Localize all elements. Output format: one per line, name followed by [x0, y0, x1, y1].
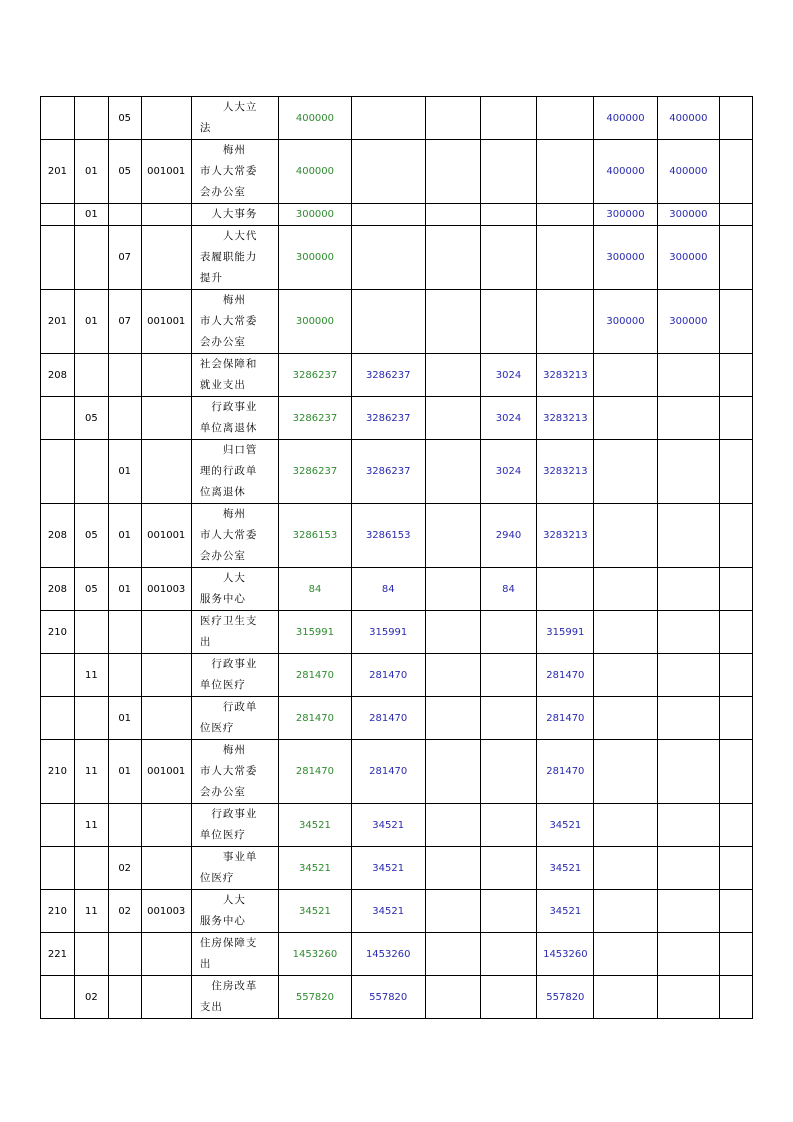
item-name: 人大 服务中心 — [191, 568, 278, 611]
item-code: 02 — [108, 890, 141, 933]
section-code: 02 — [74, 976, 108, 1019]
item-code — [108, 354, 141, 397]
section-code — [74, 611, 108, 654]
amount-col-8 — [720, 140, 753, 204]
item-name: 梅州 市人大常委 会办公室 — [191, 140, 278, 204]
amount-col-3 — [425, 440, 480, 504]
item-name: 事业单 位医疗 — [191, 847, 278, 890]
class-code — [41, 654, 75, 697]
unit-code: 001001 — [141, 290, 191, 354]
section-code — [74, 354, 108, 397]
unit-code: 001001 — [141, 740, 191, 804]
amount-col-2: 34521 — [351, 847, 425, 890]
amount-col-4: 2940 — [480, 504, 537, 568]
unit-code — [141, 397, 191, 440]
class-code: 210 — [41, 611, 75, 654]
unit-code — [141, 611, 191, 654]
item-name: 人大代 表履职能力 提升 — [191, 226, 278, 290]
unit-code: 001001 — [141, 140, 191, 204]
item-name: 住房改革 支出 — [191, 976, 278, 1019]
section-code — [74, 933, 108, 976]
amount-col-6: 400000 — [594, 140, 657, 204]
amount-col-4 — [480, 226, 537, 290]
table-row — [41, 440, 753, 504]
amount-col-5: 281470 — [537, 740, 594, 804]
amount-col-6 — [594, 976, 657, 1019]
amount-col-2: 281470 — [351, 697, 425, 740]
item-code — [108, 654, 141, 697]
item-code: 05 — [108, 140, 141, 204]
section-code — [74, 97, 108, 140]
amount-col-8 — [720, 226, 753, 290]
section-code: 05 — [74, 568, 108, 611]
amount-col-5: 281470 — [537, 697, 594, 740]
amount-col-8 — [720, 933, 753, 976]
class-code: 201 — [41, 290, 75, 354]
amount-col-7: 400000 — [657, 140, 719, 204]
amount-col-3 — [425, 568, 480, 611]
section-code: 11 — [74, 804, 108, 847]
unit-code: 001003 — [141, 568, 191, 611]
total-amount: 1453260 — [279, 933, 351, 976]
item-code: 01 — [108, 568, 141, 611]
class-code — [41, 804, 75, 847]
amount-col-2 — [351, 140, 425, 204]
table-row — [41, 204, 753, 226]
table-row — [41, 504, 753, 568]
class-code — [41, 226, 75, 290]
unit-code: 001001 — [141, 504, 191, 568]
amount-col-3 — [425, 397, 480, 440]
amount-col-5 — [537, 97, 594, 140]
amount-col-7 — [657, 697, 719, 740]
unit-code — [141, 933, 191, 976]
item-name: 行政事业 单位医疗 — [191, 804, 278, 847]
amount-col-8 — [720, 890, 753, 933]
total-amount: 3286237 — [279, 440, 351, 504]
amount-col-3 — [425, 890, 480, 933]
amount-col-2: 3286237 — [351, 397, 425, 440]
amount-col-4 — [480, 204, 537, 226]
table-row — [41, 97, 753, 140]
item-name: 梅州 市人大常委 会办公室 — [191, 290, 278, 354]
section-code — [74, 697, 108, 740]
class-code — [41, 97, 75, 140]
section-code: 01 — [74, 140, 108, 204]
amount-col-6 — [594, 568, 657, 611]
amount-col-6 — [594, 847, 657, 890]
item-code: 07 — [108, 226, 141, 290]
amount-col-5: 3283213 — [537, 354, 594, 397]
amount-col-6: 300000 — [594, 290, 657, 354]
item-code — [108, 611, 141, 654]
amount-col-3 — [425, 654, 480, 697]
table-row — [41, 976, 753, 1019]
amount-col-6: 300000 — [594, 204, 657, 226]
amount-col-2: 3286237 — [351, 354, 425, 397]
class-code — [41, 697, 75, 740]
item-name: 行政事业 单位医疗 — [191, 654, 278, 697]
amount-col-8 — [720, 976, 753, 1019]
amount-col-3 — [425, 933, 480, 976]
unit-code — [141, 847, 191, 890]
amount-col-5 — [537, 290, 594, 354]
amount-col-3 — [425, 804, 480, 847]
table-body — [41, 97, 753, 1019]
amount-col-4: 84 — [480, 568, 537, 611]
amount-col-7 — [657, 890, 719, 933]
amount-col-8 — [720, 611, 753, 654]
amount-col-4: 3024 — [480, 397, 537, 440]
amount-col-7 — [657, 568, 719, 611]
amount-col-4 — [480, 933, 537, 976]
amount-col-3 — [425, 504, 480, 568]
section-code — [74, 226, 108, 290]
amount-col-4 — [480, 890, 537, 933]
unit-code — [141, 226, 191, 290]
section-code: 05 — [74, 397, 108, 440]
section-code: 11 — [74, 654, 108, 697]
amount-col-2: 315991 — [351, 611, 425, 654]
total-amount: 84 — [279, 568, 351, 611]
amount-col-2: 557820 — [351, 976, 425, 1019]
amount-col-2: 281470 — [351, 740, 425, 804]
amount-col-6 — [594, 804, 657, 847]
table-row — [41, 397, 753, 440]
class-code: 221 — [41, 933, 75, 976]
class-code: 210 — [41, 740, 75, 804]
table-row — [41, 654, 753, 697]
item-name: 人大 服务中心 — [191, 890, 278, 933]
amount-col-5: 34521 — [537, 847, 594, 890]
amount-col-5: 3283213 — [537, 440, 594, 504]
section-code: 11 — [74, 890, 108, 933]
amount-col-2 — [351, 226, 425, 290]
amount-col-6 — [594, 654, 657, 697]
amount-col-7 — [657, 976, 719, 1019]
amount-col-8 — [720, 290, 753, 354]
amount-col-2: 3286237 — [351, 440, 425, 504]
amount-col-3 — [425, 697, 480, 740]
table-row — [41, 933, 753, 976]
unit-code — [141, 97, 191, 140]
amount-col-2 — [351, 290, 425, 354]
item-code: 01 — [108, 440, 141, 504]
amount-col-2 — [351, 97, 425, 140]
amount-col-4 — [480, 976, 537, 1019]
amount-col-8 — [720, 354, 753, 397]
unit-code — [141, 654, 191, 697]
unit-code: 001003 — [141, 890, 191, 933]
total-amount: 3286153 — [279, 504, 351, 568]
amount-col-2: 34521 — [351, 804, 425, 847]
amount-col-3 — [425, 226, 480, 290]
amount-col-2: 3286153 — [351, 504, 425, 568]
budget-table — [40, 96, 753, 1019]
amount-col-8 — [720, 697, 753, 740]
item-code: 05 — [108, 97, 141, 140]
amount-col-6 — [594, 697, 657, 740]
amount-col-5: 3283213 — [537, 504, 594, 568]
section-code: 05 — [74, 504, 108, 568]
item-name: 人大事务 — [191, 204, 278, 226]
total-amount: 315991 — [279, 611, 351, 654]
item-code: 01 — [108, 697, 141, 740]
total-amount: 3286237 — [279, 397, 351, 440]
amount-col-3 — [425, 204, 480, 226]
amount-col-3 — [425, 354, 480, 397]
table-row — [41, 697, 753, 740]
amount-col-8 — [720, 740, 753, 804]
item-code — [108, 204, 141, 226]
table-row — [41, 740, 753, 804]
item-name: 医疗卫生支 出 — [191, 611, 278, 654]
amount-col-3 — [425, 140, 480, 204]
amount-col-3 — [425, 97, 480, 140]
class-code — [41, 204, 75, 226]
amount-col-4 — [480, 140, 537, 204]
amount-col-8 — [720, 97, 753, 140]
amount-col-5: 281470 — [537, 654, 594, 697]
amount-col-7 — [657, 740, 719, 804]
amount-col-7 — [657, 397, 719, 440]
amount-col-8 — [720, 804, 753, 847]
amount-col-4 — [480, 290, 537, 354]
amount-col-7: 300000 — [657, 204, 719, 226]
item-name: 行政单 位医疗 — [191, 697, 278, 740]
section-code: 11 — [74, 740, 108, 804]
item-code: 02 — [108, 847, 141, 890]
unit-code — [141, 976, 191, 1019]
class-code: 208 — [41, 354, 75, 397]
section-code — [74, 440, 108, 504]
amount-col-2 — [351, 204, 425, 226]
amount-col-8 — [720, 504, 753, 568]
class-code: 208 — [41, 568, 75, 611]
amount-col-4 — [480, 847, 537, 890]
amount-col-8 — [720, 568, 753, 611]
total-amount: 281470 — [279, 697, 351, 740]
amount-col-3 — [425, 290, 480, 354]
amount-col-7: 400000 — [657, 97, 719, 140]
class-code: 208 — [41, 504, 75, 568]
amount-col-4 — [480, 654, 537, 697]
amount-col-8 — [720, 654, 753, 697]
item-name: 梅州 市人大常委 会办公室 — [191, 740, 278, 804]
item-name: 行政事业 单位离退休 — [191, 397, 278, 440]
total-amount: 34521 — [279, 847, 351, 890]
total-amount: 557820 — [279, 976, 351, 1019]
table-row — [41, 290, 753, 354]
section-code: 01 — [74, 204, 108, 226]
amount-col-6 — [594, 397, 657, 440]
item-code: 01 — [108, 504, 141, 568]
amount-col-7 — [657, 611, 719, 654]
table-row — [41, 890, 753, 933]
amount-col-7 — [657, 354, 719, 397]
class-code: 210 — [41, 890, 75, 933]
item-name: 归口管 理的行政单 位离退休 — [191, 440, 278, 504]
item-name: 人大立 法 — [191, 97, 278, 140]
amount-col-2: 1453260 — [351, 933, 425, 976]
amount-col-6 — [594, 611, 657, 654]
unit-code — [141, 354, 191, 397]
amount-col-4 — [480, 804, 537, 847]
amount-col-4: 3024 — [480, 440, 537, 504]
amount-col-4 — [480, 740, 537, 804]
total-amount: 281470 — [279, 740, 351, 804]
amount-col-3 — [425, 611, 480, 654]
amount-col-5: 34521 — [537, 804, 594, 847]
amount-col-5 — [537, 204, 594, 226]
unit-code — [141, 440, 191, 504]
table-row — [41, 568, 753, 611]
amount-col-7: 300000 — [657, 226, 719, 290]
section-code — [74, 847, 108, 890]
item-code — [108, 933, 141, 976]
table-row — [41, 804, 753, 847]
amount-col-5 — [537, 568, 594, 611]
class-code — [41, 440, 75, 504]
amount-col-2: 281470 — [351, 654, 425, 697]
amount-col-8 — [720, 440, 753, 504]
amount-col-7 — [657, 504, 719, 568]
item-name: 社会保障和 就业支出 — [191, 354, 278, 397]
class-code — [41, 397, 75, 440]
amount-col-7 — [657, 654, 719, 697]
unit-code — [141, 204, 191, 226]
total-amount: 300000 — [279, 290, 351, 354]
item-code — [108, 804, 141, 847]
amount-col-6 — [594, 354, 657, 397]
amount-col-6 — [594, 504, 657, 568]
amount-col-4 — [480, 97, 537, 140]
amount-col-3 — [425, 740, 480, 804]
section-code: 01 — [74, 290, 108, 354]
item-code — [108, 397, 141, 440]
amount-col-7: 300000 — [657, 290, 719, 354]
table-row — [41, 140, 753, 204]
class-code — [41, 847, 75, 890]
amount-col-5: 1453260 — [537, 933, 594, 976]
amount-col-2: 34521 — [351, 890, 425, 933]
table-row — [41, 226, 753, 290]
amount-col-4 — [480, 611, 537, 654]
total-amount: 34521 — [279, 890, 351, 933]
item-name: 住房保障支 出 — [191, 933, 278, 976]
amount-col-5: 34521 — [537, 890, 594, 933]
amount-col-6 — [594, 890, 657, 933]
item-code — [108, 976, 141, 1019]
amount-col-5: 315991 — [537, 611, 594, 654]
amount-col-8 — [720, 847, 753, 890]
amount-col-7 — [657, 440, 719, 504]
table-row — [41, 611, 753, 654]
amount-col-4: 3024 — [480, 354, 537, 397]
amount-col-7 — [657, 933, 719, 976]
amount-col-5: 557820 — [537, 976, 594, 1019]
amount-col-7 — [657, 847, 719, 890]
item-code: 07 — [108, 290, 141, 354]
amount-col-2: 84 — [351, 568, 425, 611]
table-row — [41, 354, 753, 397]
amount-col-3 — [425, 976, 480, 1019]
total-amount: 281470 — [279, 654, 351, 697]
total-amount: 3286237 — [279, 354, 351, 397]
amount-col-6: 400000 — [594, 97, 657, 140]
amount-col-5: 3283213 — [537, 397, 594, 440]
amount-col-6 — [594, 740, 657, 804]
class-code: 201 — [41, 140, 75, 204]
class-code — [41, 976, 75, 1019]
amount-col-6: 300000 — [594, 226, 657, 290]
total-amount: 300000 — [279, 204, 351, 226]
total-amount: 300000 — [279, 226, 351, 290]
total-amount: 34521 — [279, 804, 351, 847]
total-amount: 400000 — [279, 140, 351, 204]
unit-code — [141, 697, 191, 740]
amount-col-8 — [720, 204, 753, 226]
amount-col-8 — [720, 397, 753, 440]
item-name: 梅州 市人大常委 会办公室 — [191, 504, 278, 568]
amount-col-5 — [537, 226, 594, 290]
amount-col-5 — [537, 140, 594, 204]
item-code: 01 — [108, 740, 141, 804]
amount-col-7 — [657, 804, 719, 847]
amount-col-6 — [594, 933, 657, 976]
amount-col-4 — [480, 697, 537, 740]
amount-col-6 — [594, 440, 657, 504]
total-amount: 400000 — [279, 97, 351, 140]
amount-col-3 — [425, 847, 480, 890]
table-row — [41, 847, 753, 890]
unit-code — [141, 804, 191, 847]
